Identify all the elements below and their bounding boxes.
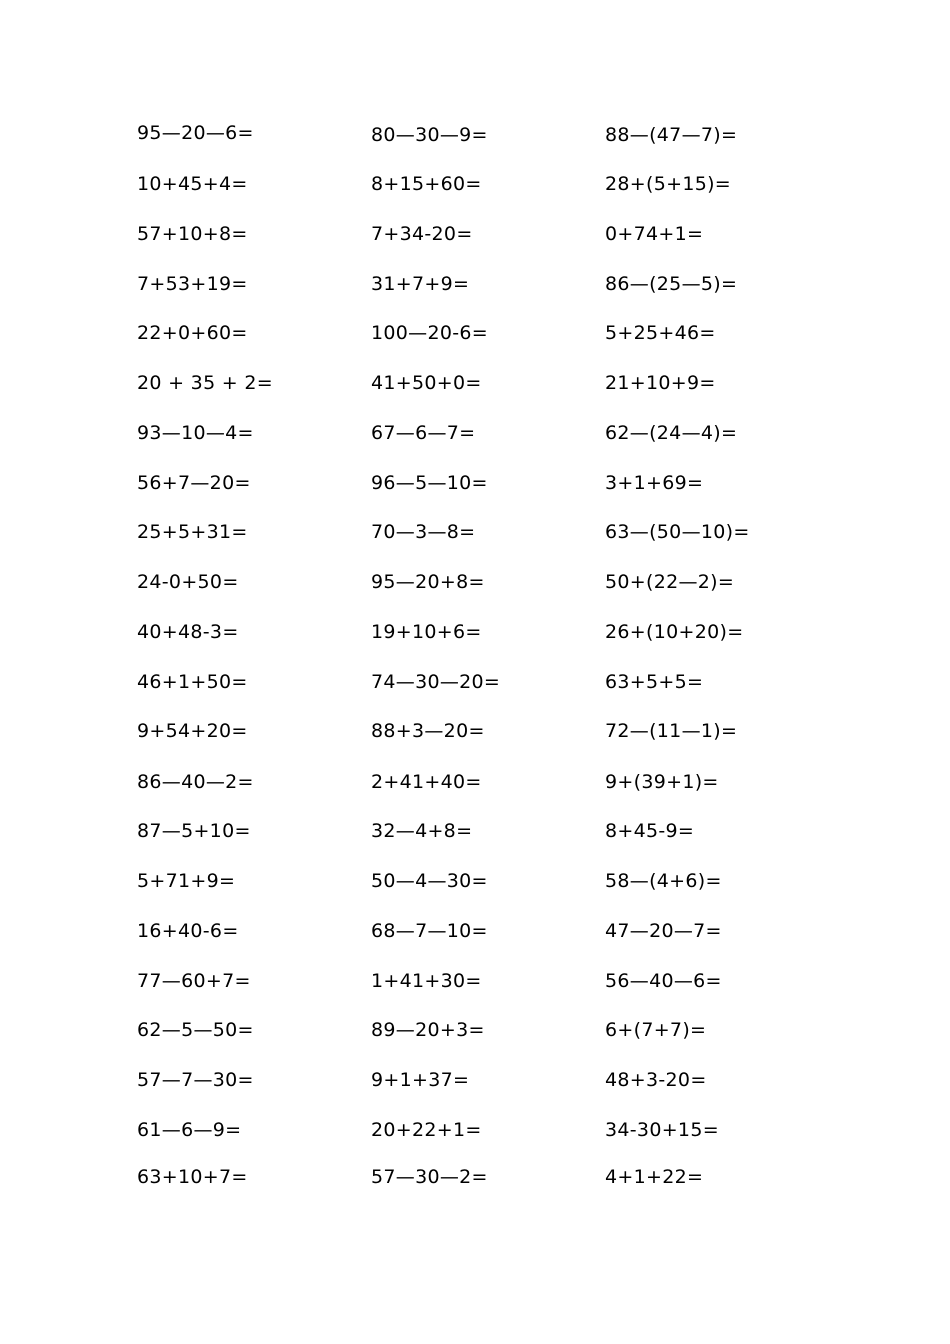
math-problem: 80—30—9=	[371, 124, 488, 146]
math-problem: 88—(47—7)=	[605, 124, 738, 146]
math-problem: 19+10+6=	[371, 621, 482, 643]
math-problem: 6+(7+7)=	[605, 1019, 707, 1041]
math-problem: 95—20—6=	[137, 122, 254, 144]
math-problem: 50+(22—2)=	[605, 571, 735, 593]
math-problem: 56—40—6=	[605, 970, 722, 992]
math-problem: 41+50+0=	[371, 372, 482, 394]
math-problem: 57+10+8=	[137, 223, 248, 245]
math-problem: 7+34-20=	[371, 223, 473, 245]
math-problem: 77—60+7=	[137, 970, 251, 992]
math-problem: 9+(39+1)=	[605, 771, 719, 793]
math-problem: 74—30—20=	[371, 671, 501, 693]
math-problem: 70—3—8=	[371, 521, 476, 543]
math-problem: 57—7—30=	[137, 1069, 254, 1091]
math-problem: 88+3—20=	[371, 720, 485, 742]
math-problem: 5+71+9=	[137, 870, 236, 892]
math-problem: 21+10+9=	[605, 372, 716, 394]
math-problem: 8+45-9=	[605, 820, 695, 842]
math-problem: 47—20—7=	[605, 920, 722, 942]
math-problem: 4+1+22=	[605, 1166, 704, 1188]
math-problem: 48+3-20=	[605, 1069, 707, 1091]
math-problem: 86—40—2=	[137, 771, 254, 793]
math-problem: 63+10+7=	[137, 1166, 248, 1188]
math-problem: 100—20-6=	[371, 322, 489, 344]
math-problem: 86—(25—5)=	[605, 273, 738, 295]
math-problem: 68—7—10=	[371, 920, 488, 942]
math-problem: 63—(50—10)=	[605, 521, 750, 543]
math-problem: 57—30—2=	[371, 1166, 488, 1188]
math-problem: 9+1+37=	[371, 1069, 470, 1091]
math-problem: 89—20+3=	[371, 1019, 485, 1041]
math-problem: 34-30+15=	[605, 1119, 719, 1141]
math-problem: 72—(11—1)=	[605, 720, 738, 742]
math-problem: 95—20+8=	[371, 571, 485, 593]
math-problem: 87—5+10=	[137, 820, 251, 842]
math-problem: 63+5+5=	[605, 671, 704, 693]
math-problem: 46+1+50=	[137, 671, 248, 693]
math-problem: 10+45+4=	[137, 173, 248, 195]
math-problem: 58—(4+6)=	[605, 870, 722, 892]
math-problem: 16+40-6=	[137, 920, 239, 942]
math-problem: 28+(5+15)=	[605, 173, 732, 195]
math-problem: 96—5—10=	[371, 472, 488, 494]
math-problem: 24-0+50=	[137, 571, 239, 593]
math-problem: 5+25+46=	[605, 322, 716, 344]
math-problem: 67—6—7=	[371, 422, 476, 444]
math-problem: 9+54+20=	[137, 720, 248, 742]
math-problem: 50—4—30=	[371, 870, 488, 892]
math-problem: 32—4+8=	[371, 820, 473, 842]
math-problem: 56+7—20=	[137, 472, 251, 494]
math-problem: 20+22+1=	[371, 1119, 482, 1141]
math-problem: 0+74+1=	[605, 223, 704, 245]
math-problem: 61—6—9=	[137, 1119, 242, 1141]
math-problem: 62—5—50=	[137, 1019, 254, 1041]
math-problem: 31+7+9=	[371, 273, 470, 295]
math-problem: 25+5+31=	[137, 521, 248, 543]
math-problem: 2+41+40=	[371, 771, 482, 793]
math-problem: 22+0+60=	[137, 322, 248, 344]
math-problem: 26+(10+20)=	[605, 621, 744, 643]
math-problem: 20 + 35 + 2=	[137, 372, 273, 394]
math-problem: 40+48-3=	[137, 621, 239, 643]
math-problem: 93—10—4=	[137, 422, 254, 444]
math-problem: 8+15+60=	[371, 173, 482, 195]
math-problem: 1+41+30=	[371, 970, 482, 992]
math-problem: 7+53+19=	[137, 273, 248, 295]
math-problem: 3+1+69=	[605, 472, 704, 494]
math-problem: 62—(24—4)=	[605, 422, 738, 444]
